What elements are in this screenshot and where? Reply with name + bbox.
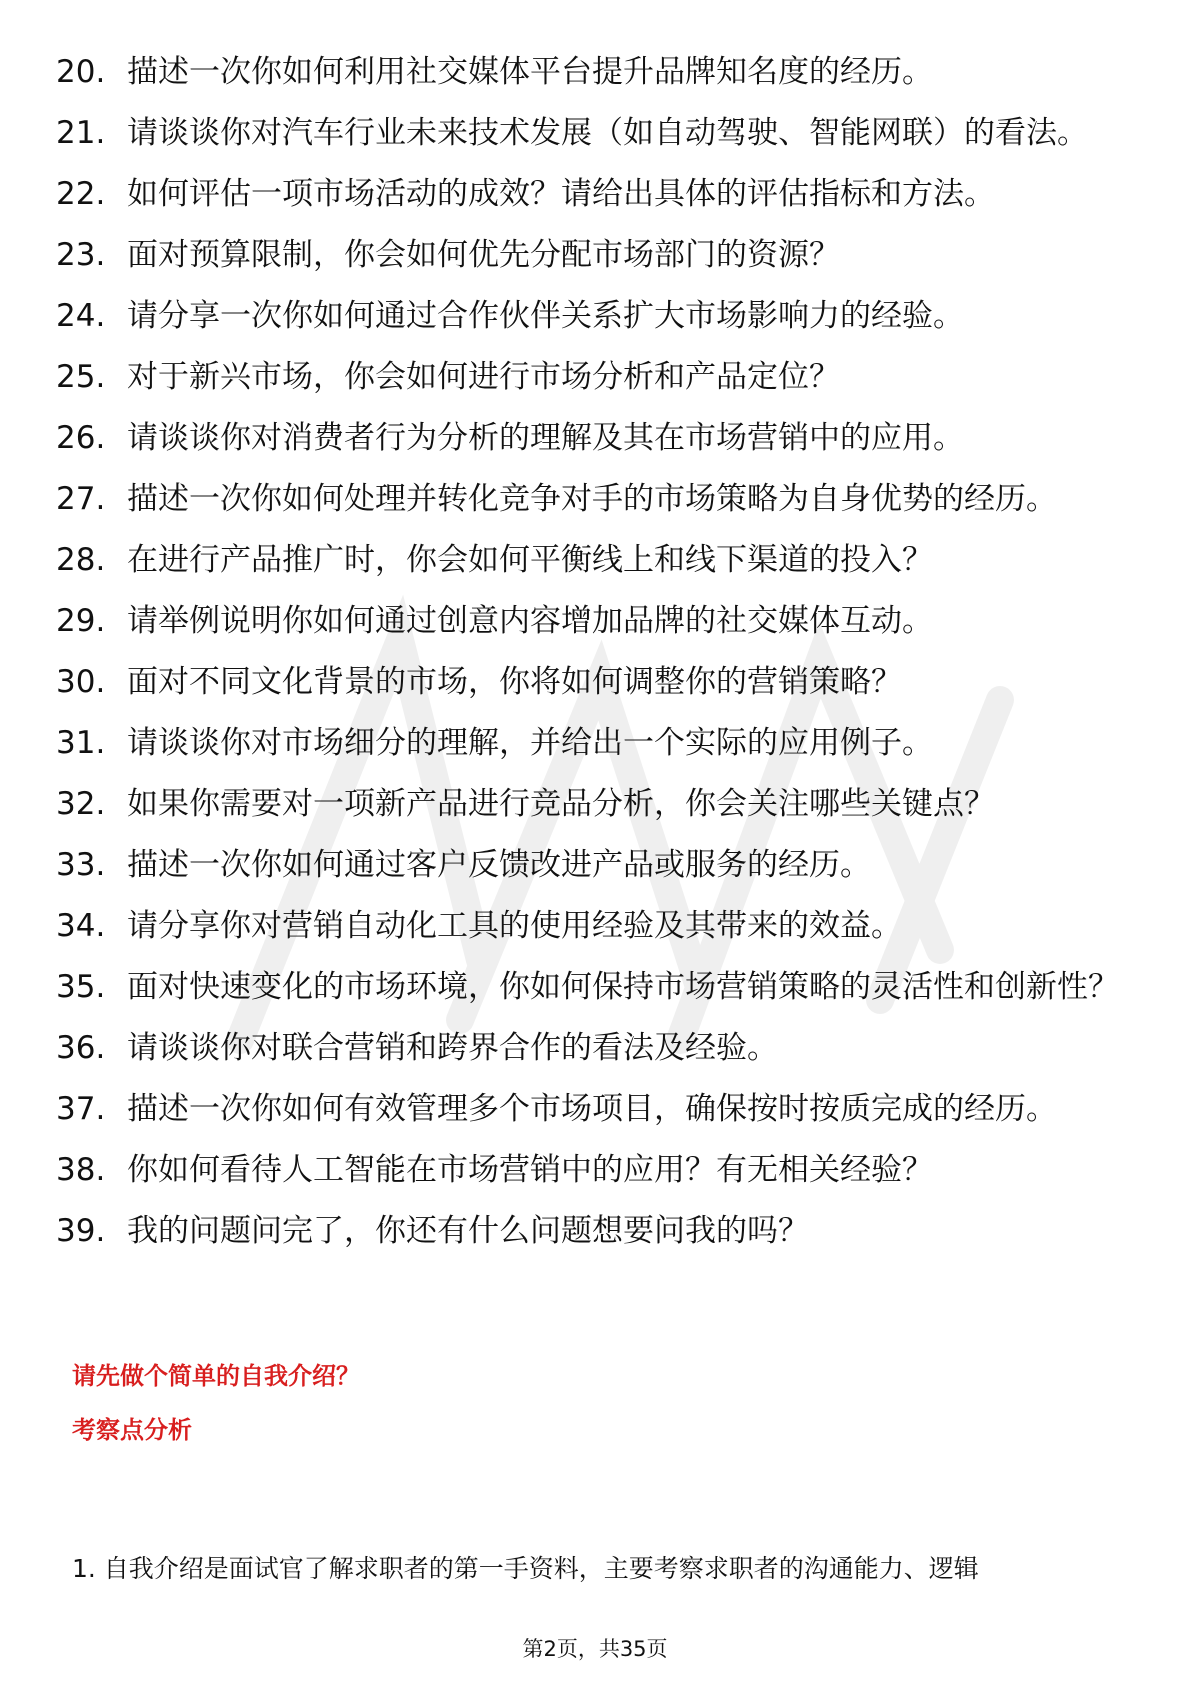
question-item: [56, 418, 1136, 458]
question-number: 22.: [56, 176, 106, 212]
question-text: 在进行产品推广时，你会如何平衡线上和线下渠道的投入？: [127, 542, 933, 578]
question-item: [56, 723, 1136, 763]
question-item: [56, 1150, 1136, 1190]
analysis-heading: 考察点分析: [72, 1416, 192, 1444]
question-list: [56, 52, 1136, 1272]
question-text: 面对不同文化背景的市场，你将如何调整你的营销策略？: [127, 664, 902, 700]
question-text: 描述一次你如何处理并转化竞争对手的市场策略为自身优势的经历。: [127, 481, 1057, 517]
question-text: 请分享一次你如何通过合作伙伴关系扩大市场影响力的经验。: [127, 298, 964, 334]
question-number: 37.: [56, 1091, 106, 1127]
question-text: 请谈谈你对消费者行为分析的理解及其在市场营销中的应用。: [127, 420, 964, 456]
question-number: 23.: [56, 237, 106, 273]
question-number: 35.: [56, 969, 106, 1005]
question-text: 请谈谈你对联合营销和跨界合作的看法及经验。: [127, 1030, 778, 1066]
question-number: 30.: [56, 664, 106, 700]
question-item: [56, 174, 1136, 214]
question-number: 24.: [56, 298, 106, 334]
question-item: [56, 1089, 1136, 1129]
page-footer: 第2页，共35页: [522, 1637, 668, 1661]
question-text: 请谈谈你对汽车行业未来技术发展（如自动驾驶、智能网联）的看法。: [127, 115, 1088, 151]
question-text: 面对预算限制，你会如何优先分配市场部门的资源？: [127, 237, 840, 273]
question-text: 描述一次你如何利用社交媒体平台提升品牌知名度的经历。: [127, 54, 933, 90]
question-item: [56, 357, 1136, 397]
question-text: 如果你需要对一项新产品进行竞品分析，你会关注哪些关键点？: [127, 786, 995, 822]
question-number: 39.: [56, 1213, 106, 1249]
question-item: [56, 479, 1136, 519]
question-number: 26.: [56, 420, 106, 456]
question-text: 描述一次你如何有效管理多个市场项目，确保按时按质完成的经历。: [127, 1091, 1057, 1127]
question-item: [56, 967, 1136, 1007]
question-heading: 请先做个简单的自我介绍？: [72, 1362, 360, 1390]
question-text: 请分享你对营销自动化工具的使用经验及其带来的效益。: [127, 908, 902, 944]
question-item: [56, 296, 1136, 336]
question-item: [56, 1211, 1136, 1251]
question-number: 28.: [56, 542, 106, 578]
question-item: [56, 784, 1136, 824]
question-text: 面对快速变化的市场环境，你如何保持市场营销策略的灵活性和创新性？: [127, 969, 1119, 1005]
question-number: 31.: [56, 725, 106, 761]
question-number: 21.: [56, 115, 106, 151]
question-number: 20.: [56, 54, 106, 90]
question-number: 34.: [56, 908, 106, 944]
question-number: 33.: [56, 847, 106, 883]
question-text: 请举例说明你如何通过创意内容增加品牌的社交媒体互动。: [127, 603, 933, 639]
question-text: 我的问题问完了，你还有什么问题想要问我的吗？: [127, 1213, 809, 1249]
analysis-paragraph: 1. 自我介绍是面试官了解求职者的第一手资料，主要考察求职者的沟通能力、逻辑: [72, 1554, 979, 1583]
question-item: [56, 601, 1136, 641]
question-item: [56, 845, 1136, 885]
question-number: 29.: [56, 603, 106, 639]
question-item: [56, 235, 1136, 275]
question-item: [56, 662, 1136, 702]
question-item: [56, 540, 1136, 580]
question-number: 25.: [56, 359, 106, 395]
question-text: 请谈谈你对市场细分的理解，并给出一个实际的应用例子。: [127, 725, 933, 761]
question-text: 描述一次你如何通过客户反馈改进产品或服务的经历。: [127, 847, 871, 883]
question-text: 对于新兴市场，你会如何进行市场分析和产品定位？: [127, 359, 840, 395]
question-item: [56, 906, 1136, 946]
question-text: 你如何看待人工智能在市场营销中的应用？有无相关经验？: [127, 1152, 933, 1188]
question-text: 如何评估一项市场活动的成效？请给出具体的评估指标和方法。: [127, 176, 995, 212]
question-item: [56, 113, 1136, 153]
question-number: 38.: [56, 1152, 106, 1188]
question-item: [56, 1028, 1136, 1068]
question-number: 32.: [56, 786, 106, 822]
question-number: 36.: [56, 1030, 106, 1066]
question-number: 27.: [56, 481, 106, 517]
question-item: [56, 52, 1136, 92]
